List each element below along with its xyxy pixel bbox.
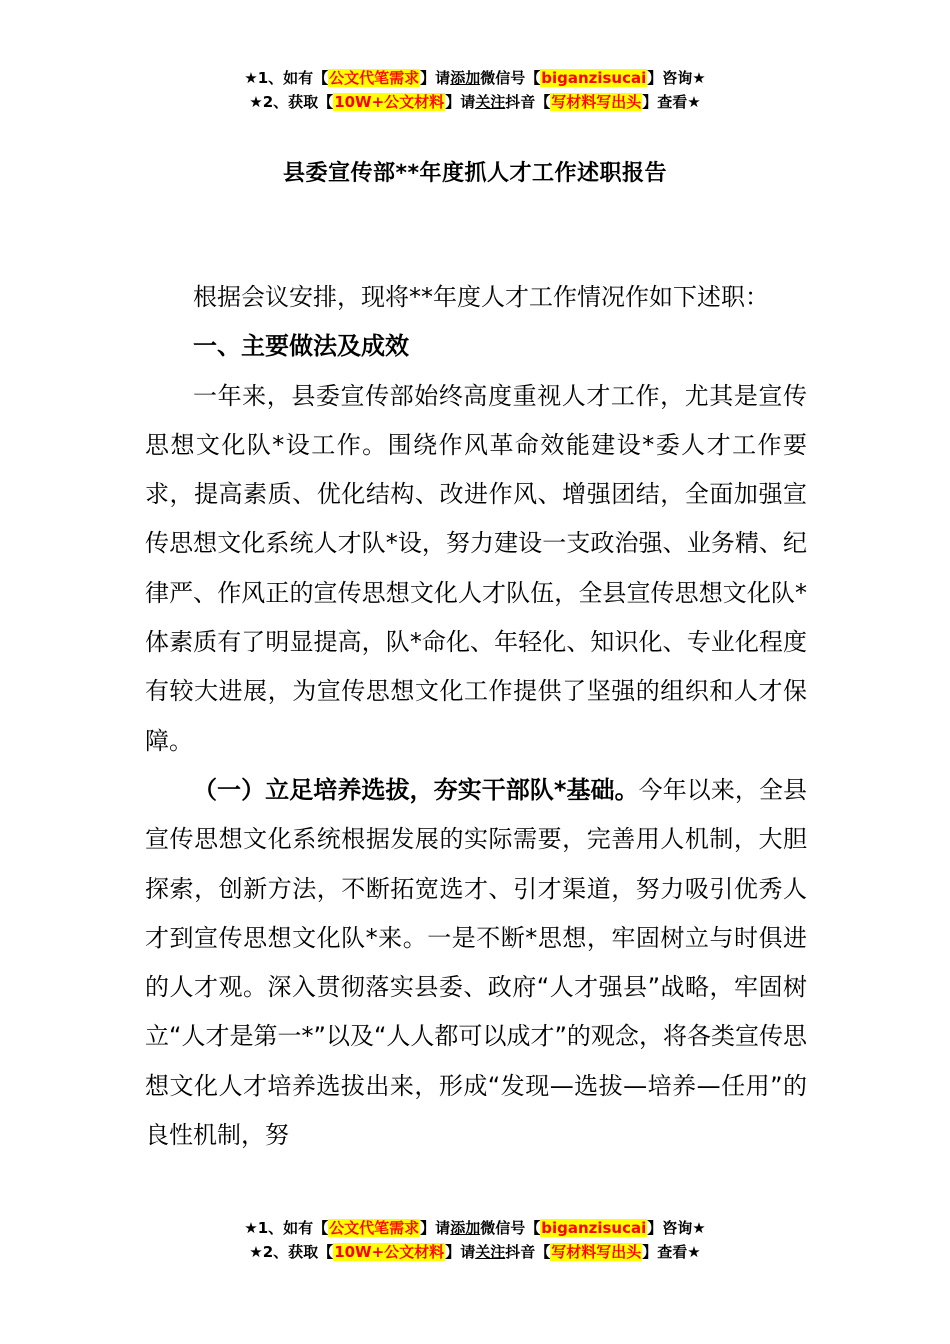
highlight-douyin: 写材料写出头 <box>551 1243 642 1261</box>
section-heading: 一、主要做法及成效 <box>193 332 409 361</box>
banner-line-2: ★2、获取【10W+公文材料】请关注抖音【写材料写出头】查看★ <box>249 1243 701 1261</box>
document-title: 县委宣传部**年度抓人才工作述职报告 <box>282 161 667 186</box>
banner-line-1: ★1、如有【公文代笔需求】请添加微信号【biganzisucai】咨询★ <box>244 1219 706 1237</box>
footer-banner <box>0 1216 950 1264</box>
highlight-service: 公文代笔需求 <box>329 1219 420 1237</box>
header-banner <box>0 66 950 114</box>
intro-paragraph: 根据会议安排，现将**年度人才工作情况作如下述职： <box>193 283 769 311</box>
overview-paragraph: 一年来，县委宣传部始终高度重视人才工作，尤其是宣传思想文化队*设工作。围绕作风革命效能建设*委人才工作要求，提高素质、优化结构、改进作风、增强团结，全面加强宣传思想文化系统人才队*设，努力建设一支政治强、业务精、纪律严、作风正的宣传思想文化人才队伍，全县宣传思想文化队*体素质有了明显提高，队*命化、年轻化、知识化、专业化程度有较大进展，为宣传思想文化工作提供了坚强的组织和人才保障。 <box>145 381 807 755</box>
highlight-wechat-id: biganzisucai <box>541 1219 647 1237</box>
document-body <box>145 273 807 1160</box>
highlight-douyin: 写材料写出头 <box>551 93 642 111</box>
subsection-paragraph <box>145 766 807 1160</box>
subsection-heading: （一）立足培养选拔，夯实干部队*基础。 <box>193 775 639 804</box>
highlight-materials: 10W+公文材料 <box>334 1243 445 1261</box>
banner-line-2: ★2、获取【10W+公文材料】请关注抖音【写材料写出头】查看★ <box>249 93 701 111</box>
highlight-service: 公文代笔需求 <box>329 69 420 87</box>
highlight-materials: 10W+公文材料 <box>334 93 445 111</box>
banner-line-1: ★1、如有【公文代笔需求】请添加微信号【biganzisucai】咨询★ <box>244 69 706 87</box>
highlight-wechat-id: biganzisucai <box>541 69 647 87</box>
subsection-text: 今年以来，全县宣传思想文化系统根据发展的实际需要，完善用人机制，大胆探索，创新方法，不断拓宽选才、引才渠道，努力吸引优秀人才到宣传思想文化队*来。一是不断*思想，牢固树立与时俱进的人才观。深入贯彻落实县委、政府“人才强县”战略，牢固树立“人才是第一*”以及“人人都可以成才”的观念，将各类宣传思想文化人才培养选拔出来，形成“发现—选拔—培养—任用”的良性机制，努 <box>145 775 808 1150</box>
